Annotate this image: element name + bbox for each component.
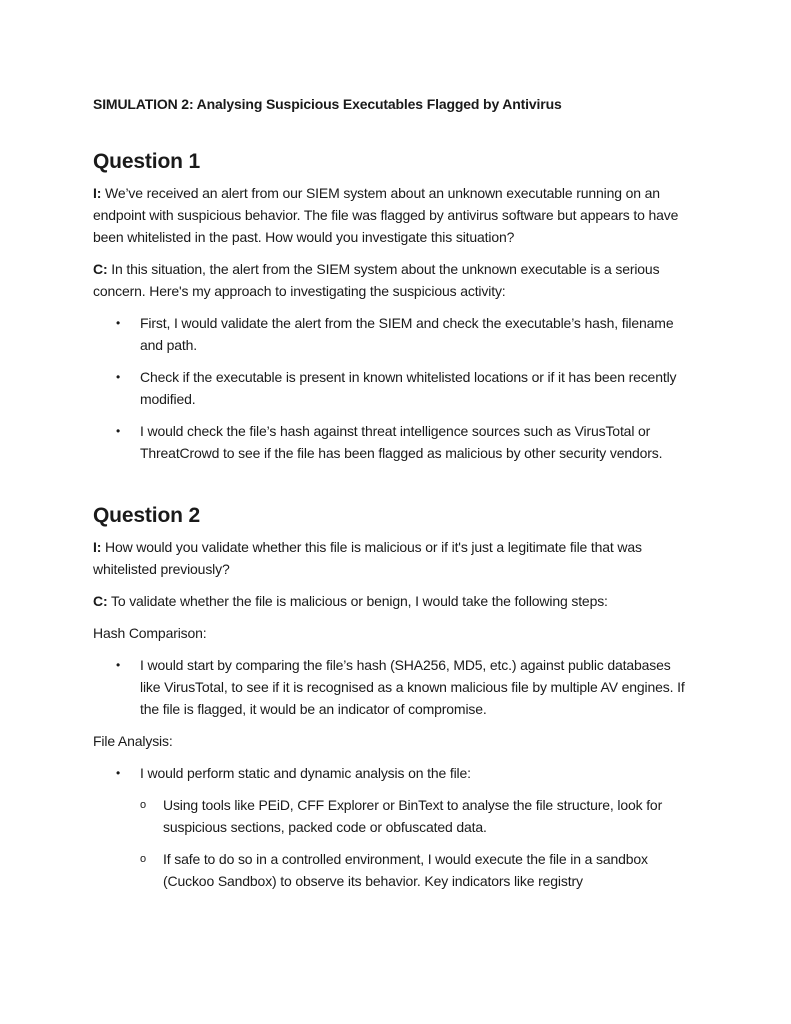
bullet-icon: • — [116, 658, 121, 672]
bullet-icon: • — [116, 424, 121, 438]
list-item — [93, 366, 703, 410]
file-analysis-heading: File Analysis: — [93, 733, 173, 749]
q1-interviewer-question: We’ve received an alert from our SIEM system about an unknown executable running on an endpoint with suspicious behavior. The file was flagged by antivirus software but appears to have been whitelisted in the past. How would you investigate this situation? — [93, 185, 679, 245]
list-item-text: Check if the executable is present in known whitelisted locations or if it has been recently modified. — [140, 369, 677, 407]
q1-candidate-label: C: — [93, 261, 108, 277]
question-1-heading: Question 1 — [93, 150, 201, 173]
q1-interviewer-label: I: — [93, 185, 102, 201]
bullet-icon: • — [116, 316, 121, 330]
q2-candidate-text — [93, 590, 703, 612]
list-item-text: First, I would validate the alert from the SIEM and check the executable’s hash, filename and path. — [140, 315, 674, 353]
question-2-heading: Question 2 — [93, 504, 201, 527]
file-analysis-bullet-list — [93, 762, 703, 892]
q1-candidate-answer: In this situation, the alert from the SIEM system about the unknown executable is a serious concern. Here's my approach to investigating the suspicious activity: — [93, 261, 660, 299]
sub-list-item-text: Using tools like PEiD, CFF Explorer or BinText to analyse the file structure, look for suspicious sections, packed code or obfuscated data. — [163, 797, 663, 835]
sub-bullet-icon: o — [140, 853, 146, 865]
q1-candidate-text — [93, 258, 703, 302]
list-item-text: I would perform static and dynamic analysis on the file: — [140, 765, 471, 781]
list-item — [93, 420, 703, 464]
sub-list-item — [93, 848, 693, 892]
question-1-section — [93, 152, 703, 464]
list-item-text: I would check the file’s hash against threat intelligence sources such as VirusTotal or ThreatCrowd to see if the file has been flagged as malicious by other security vendors. — [140, 423, 663, 461]
sub-bullet-icon: o — [140, 799, 146, 811]
document-title: SIMULATION 2: Analysing Suspicious Executables Flagged by Antivirus — [93, 96, 562, 112]
list-item — [93, 654, 703, 720]
list-item-text: I would start by comparing the file’s hash (SHA256, MD5, etc.) against public databases like VirusTotal, to see if it is recognised as a known malicious file by multiple AV engines. If the file is flagged, it would be an indicator of compromise. — [140, 657, 685, 717]
q2-interviewer-label: I: — [93, 539, 102, 555]
sub-list-item-text: If safe to do so in a controlled environment, I would execute the file in a sandbox (Cuckoo Sandbox) to observe its behavior. Key indicators like registry — [163, 851, 648, 889]
q2-candidate-label: C: — [93, 593, 108, 609]
q1-bullet-list — [93, 312, 703, 464]
hash-bullet-list — [93, 654, 703, 720]
q1-interviewer-text — [93, 182, 703, 248]
list-item — [93, 762, 703, 892]
question-2-section — [93, 506, 703, 892]
file-analysis-sub-list — [140, 794, 693, 892]
bullet-icon: • — [116, 370, 121, 384]
bullet-icon: • — [116, 766, 121, 780]
document-page — [93, 94, 703, 892]
q2-interviewer-text — [93, 536, 703, 580]
hash-comparison-heading: Hash Comparison: — [93, 625, 207, 641]
q2-interviewer-question: How would you validate whether this file is malicious or if it's just a legitimate file that was whitelisted previously? — [93, 539, 642, 577]
q2-candidate-answer: To validate whether the file is malicious or benign, I would take the following steps: — [107, 593, 608, 609]
list-item — [93, 312, 703, 356]
sub-list-item — [93, 794, 693, 838]
